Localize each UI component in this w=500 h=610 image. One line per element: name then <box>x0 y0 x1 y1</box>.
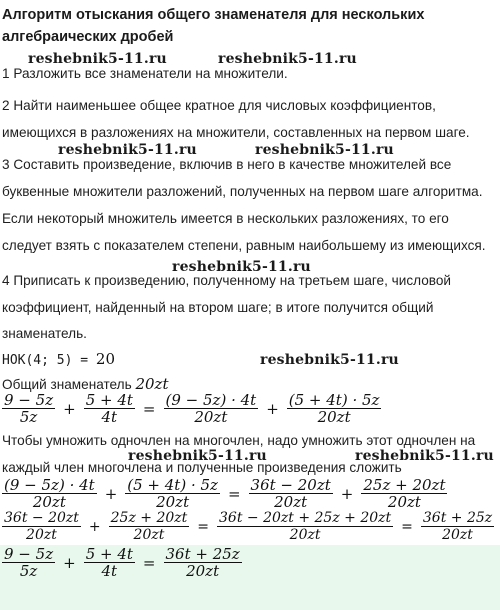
plus-sign: + <box>266 399 279 418</box>
equals-sign: = <box>227 484 241 503</box>
fraction <box>249 477 333 510</box>
step-3-line-4: следует взять с показателем степени, равным наибольшему из имеющихся. <box>2 238 486 253</box>
denominator: 20zt <box>317 408 351 426</box>
watermark: reshebnik5-11.ru <box>172 259 311 275</box>
numerator: 9 − 5z <box>4 545 54 563</box>
fraction <box>421 510 494 543</box>
fraction <box>361 477 447 510</box>
equation-row-2 <box>2 477 447 510</box>
numerator: (9 − 5z) · 4t <box>4 476 95 494</box>
denominator: 20zt <box>274 493 308 511</box>
watermark: reshebnik5-11.ru <box>128 448 267 464</box>
explanation-line-2: каждый член многочлена и полученные произведения сложить <box>2 460 402 475</box>
denominator: 20zt <box>186 562 220 580</box>
numerator: 36t + 25z <box>165 545 240 563</box>
watermark: reshebnik5-11.ru <box>255 142 394 158</box>
numerator: (5 + 4t) · 5z <box>288 391 380 409</box>
common-denominator-value: 20zt <box>135 375 169 393</box>
watermark: reshebnik5-11.ru <box>218 51 357 67</box>
watermark: reshebnik5-11.ru <box>355 448 494 464</box>
step-1: 1 Разложить все знаменатели на множители. <box>2 66 288 81</box>
explanation-line-1: Чтобы умножить одночлен на многочлен, надо умножить этот одночлен на <box>2 433 476 448</box>
denominator: 4t <box>101 408 118 426</box>
watermark: reshebnik5-11.ru <box>28 51 167 67</box>
fraction <box>164 546 242 579</box>
fraction <box>287 392 382 425</box>
numerator: 9 − 5z <box>4 391 54 409</box>
equals-sign: = <box>401 518 413 535</box>
fraction <box>2 546 55 579</box>
plus-sign: + <box>63 399 76 418</box>
numerator: 5 + 4t <box>85 545 133 563</box>
fraction <box>2 510 81 543</box>
denominator: 5z <box>19 408 38 426</box>
step-3-line-1: 3 Составить произведение, включив в него в качестве множителей все <box>2 157 452 172</box>
numerator: 25z + 20zt <box>363 476 446 494</box>
numerator: 5 + 4t <box>85 391 133 409</box>
equals-sign: = <box>197 518 209 535</box>
numerator: 25z + 20zt <box>110 510 188 526</box>
watermark: reshebnik5-11.ru <box>260 352 399 368</box>
plus-sign: + <box>88 518 101 535</box>
numerator: 36t − 20zt <box>4 510 79 526</box>
step-4-line-2: коэффициент, найденный на втором шаге; в итоге получится общий <box>2 300 434 315</box>
numerator: 36t + 25z <box>422 510 493 526</box>
fraction <box>217 510 393 543</box>
step-4-line-1: 4 Приписать к произведению, полученному на третьем шаге, числовой <box>2 273 452 288</box>
equals-sign: = <box>142 553 156 572</box>
step-2-line-1: 2 Найти наименьшее общее кратное для числовых коэффициентов, <box>2 98 436 113</box>
equation-row-3 <box>2 510 494 543</box>
fraction <box>125 477 220 510</box>
equals-sign: = <box>142 399 156 418</box>
step-3-line-2: буквенные множители разложений, полученных на первом шаге алгоритма. <box>2 184 483 199</box>
step-4-line-3: знаменатель. <box>2 326 87 341</box>
watermark: reshebnik5-11.ru <box>58 142 197 158</box>
plus-sign: + <box>63 553 76 572</box>
fraction <box>84 392 135 425</box>
denominator: 4t <box>101 562 118 580</box>
denominator: 20zt <box>156 493 190 511</box>
denominator: 20zt <box>32 493 66 511</box>
page-title: Алгоритм отыскания общего знаменателя для нескольких алгебраических дробей <box>2 7 425 45</box>
nok-value: 20 <box>95 350 116 368</box>
plus-sign: + <box>104 484 118 503</box>
denominator: 20zt <box>289 527 321 543</box>
equation-row-1 <box>2 392 381 425</box>
fraction <box>109 510 190 543</box>
fraction <box>84 546 135 579</box>
numerator: 36t − 20zt + 25z + 20zt <box>219 510 392 526</box>
fraction <box>2 477 97 510</box>
denominator: 20zt <box>387 493 421 511</box>
denominator: 20zt <box>442 527 473 543</box>
plus-sign: + <box>340 484 354 503</box>
common-denominator-label: Общий знаменатель <box>2 377 136 392</box>
fraction <box>2 392 55 425</box>
fraction <box>164 392 259 425</box>
nok-line <box>2 350 115 368</box>
step-2-line-2: имеющихся в разложениях на множители, составленных на первом шаге. <box>2 125 470 140</box>
numerator: 36t − 20zt <box>250 476 331 494</box>
denominator: 20zt <box>26 527 57 543</box>
denominator: 20zt <box>194 408 228 426</box>
numerator: (9 − 5z) · 4t <box>165 391 257 409</box>
step-3-line-3: Если некоторый множитель имеется в нескольких разложениях, то его <box>2 211 449 226</box>
denominator: 20zt <box>133 527 165 543</box>
denominator: 5z <box>19 562 38 580</box>
equation-row-4 <box>2 546 242 579</box>
nok-label: НОК(4; 5) = <box>2 353 96 368</box>
numerator: (5 + 4t) · 5z <box>127 476 218 494</box>
